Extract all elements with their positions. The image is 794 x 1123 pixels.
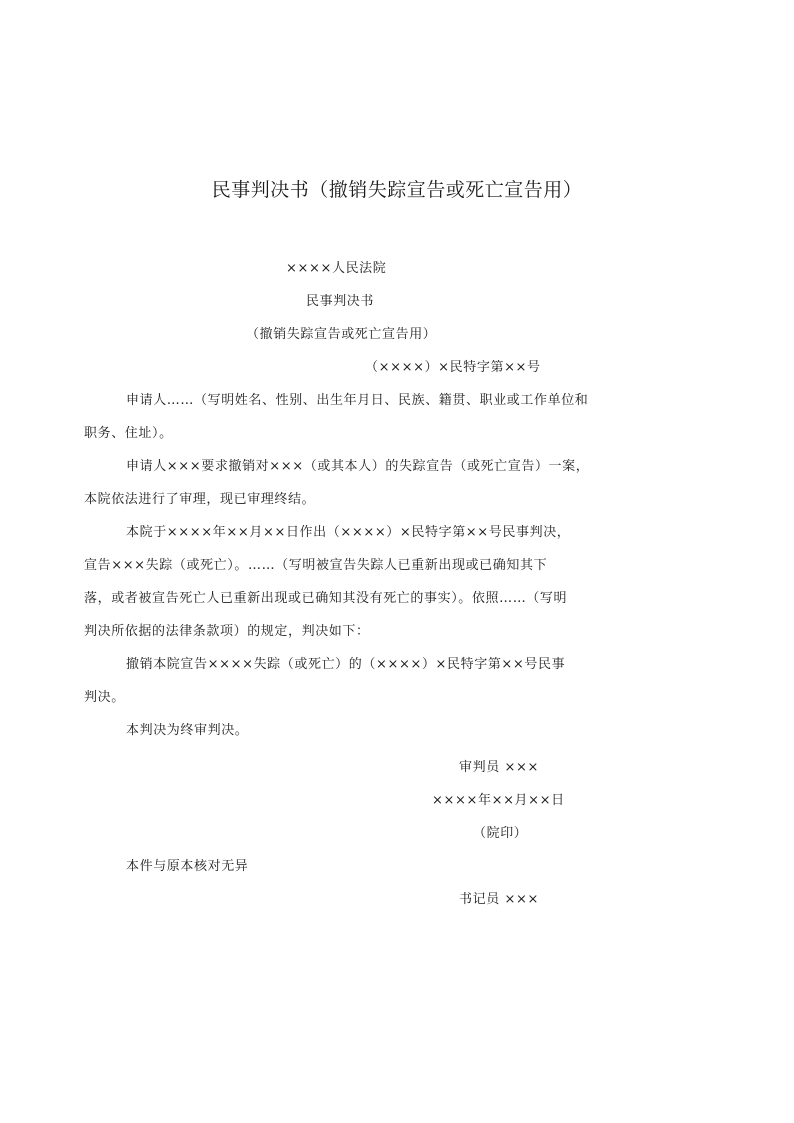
judge-signature: 审判员 ××× bbox=[459, 760, 540, 775]
final-judgment-note: 本判决为终审判决。 bbox=[126, 723, 249, 738]
applicant-paragraph-line-2: 职务、住址）。 bbox=[84, 426, 173, 441]
judgment-paragraph-line-1: 撤销本院宣告××××失踪（或死亡）的（××××）×民特字第××号民事 bbox=[126, 657, 566, 672]
case-number: （××××）×民特字第××号 bbox=[365, 360, 541, 375]
clerk-signature: 书记员 ××× bbox=[459, 892, 540, 907]
document-type: 民事判决书 bbox=[306, 294, 375, 309]
facts-paragraph-line-2: 宣告×××失踪（或死亡）。……（写明被宣告失踪人已重新出现或已确知其下 bbox=[84, 558, 548, 573]
judgment-paragraph-line-2: 判决。 bbox=[84, 690, 125, 705]
judgment-date: ××××年××月××日 bbox=[432, 793, 565, 808]
court-seal: （院印） bbox=[473, 826, 528, 841]
verification-note: 本件与原本核对无异 bbox=[126, 859, 249, 874]
court-name: ××××人民法院 bbox=[286, 261, 387, 276]
applicant-paragraph-line-1: 申请人……（写明姓名、性别、出生年月日、民族、籍贯、职业或工作单位和 bbox=[126, 393, 589, 408]
document-title: 民事判决书（撤销失踪宣告或死亡宣告用） bbox=[211, 179, 583, 201]
facts-paragraph-line-1: 本院于××××年××月××日作出（××××）×民特字第××号民事判决， bbox=[126, 525, 571, 540]
request-paragraph-line-2: 本院依法进行了审理，现已审理终结。 bbox=[84, 492, 316, 507]
facts-paragraph-line-4: 判决所依据的法律条款项）的规定，判决如下： bbox=[84, 624, 370, 639]
document-subtitle: （撤销失踪宣告或死亡宣告用） bbox=[246, 327, 437, 342]
facts-paragraph-line-3: 落，或者被宣告死亡人已重新出现或已确知其没有死亡的事实）。依照……（写明 bbox=[84, 591, 568, 606]
request-paragraph-line-1: 申请人×××要求撤销对×××（或其本人）的失踪宣告（或死亡宣告）一案， bbox=[126, 459, 590, 474]
